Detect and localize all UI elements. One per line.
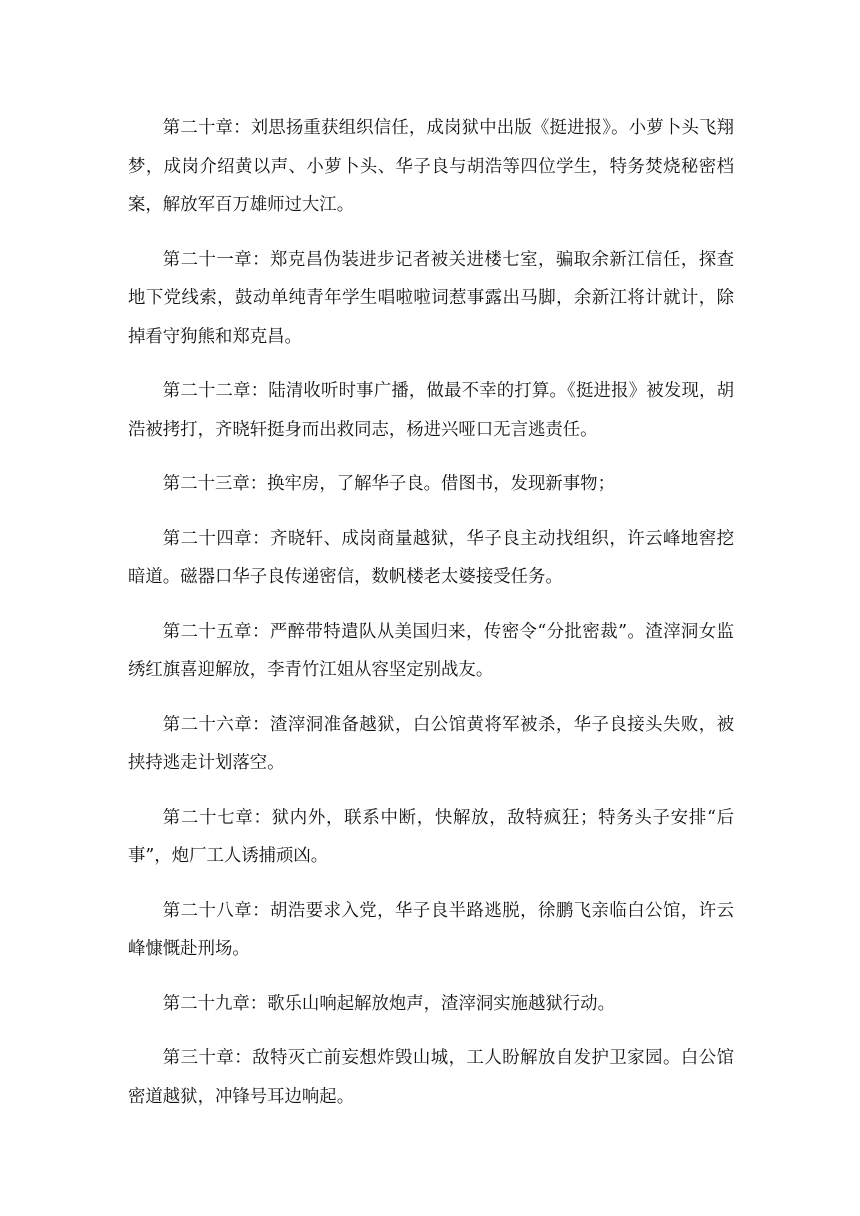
chapter-26-summary: 第二十六章：渣滓洞准备越狱，白公馆黄将军被杀，华子良接头失败，被挟持逃走计划落空。 — [128, 714, 734, 773]
chapter-25-summary: 第二十五章：严醉带特遣队从美国归来，传密令“分批密裁”。渣滓洞女监绣红旗喜迎解放，李青竹江姐从容坚定别战友。 — [128, 621, 734, 680]
document-body — [128, 109, 734, 1132]
chapter-22-summary: 第二十二章：陆清收听时事广播，做最不幸的打算。《挺进报》被发现，胡浩被拷打，齐晓轩挺身而出救同志，杨进兴哑口无言逃责任。 — [128, 381, 734, 440]
chapter-20-summary: 第二十章：刘思扬重获组织信任，成岗狱中出版《挺进报》。小萝卜头飞翔梦，成岗介绍黄以声、小萝卜头、华子良与胡浩等四位学生，特务焚烧秘密档案，解放军百万雄师过大江。 — [128, 118, 734, 215]
chapter-30-summary: 第三十章：敌特灭亡前妄想炸毁山城，工人盼解放自发护卫家园。白公馆密道越狱，冲锋号耳边响起。 — [128, 1048, 734, 1107]
chapter-24-summary: 第二十四章：齐晓轩、成岗商量越狱，华子良主动找组织，许云峰地窖挖暗道。磁器口华子良传递密信，数帆楼老太婆接受任务。 — [128, 528, 734, 587]
chapter-21-summary: 第二十一章：郑克昌伪装进步记者被关进楼七室，骗取余新江信任，探查地下党线索，鼓动单纯青年学生唱啦啦词惹事露出马脚，余新江将计就计，除掉看守狗熊和郑克昌。 — [128, 249, 734, 347]
chapter-28-summary: 第二十八章：胡浩要求入党，华子良半路逃脱，徐鹏飞亲临白公馆，许云峰慷慨赴刑场。 — [128, 900, 734, 959]
chapter-29-summary: 第二十九章：歌乐山响起解放炮声，渣滓洞实施越狱行动。 — [162, 993, 615, 1014]
chapter-27-summary: 第二十七章：狱内外，联系中断，快解放，敌特疯狂；特务头子安排“后事”，炮厂工人诱捕顽凶。 — [128, 807, 734, 866]
chapter-23-summary: 第二十三章：换牢房，了解华子良。借图书，发现新事物； — [162, 474, 615, 494]
